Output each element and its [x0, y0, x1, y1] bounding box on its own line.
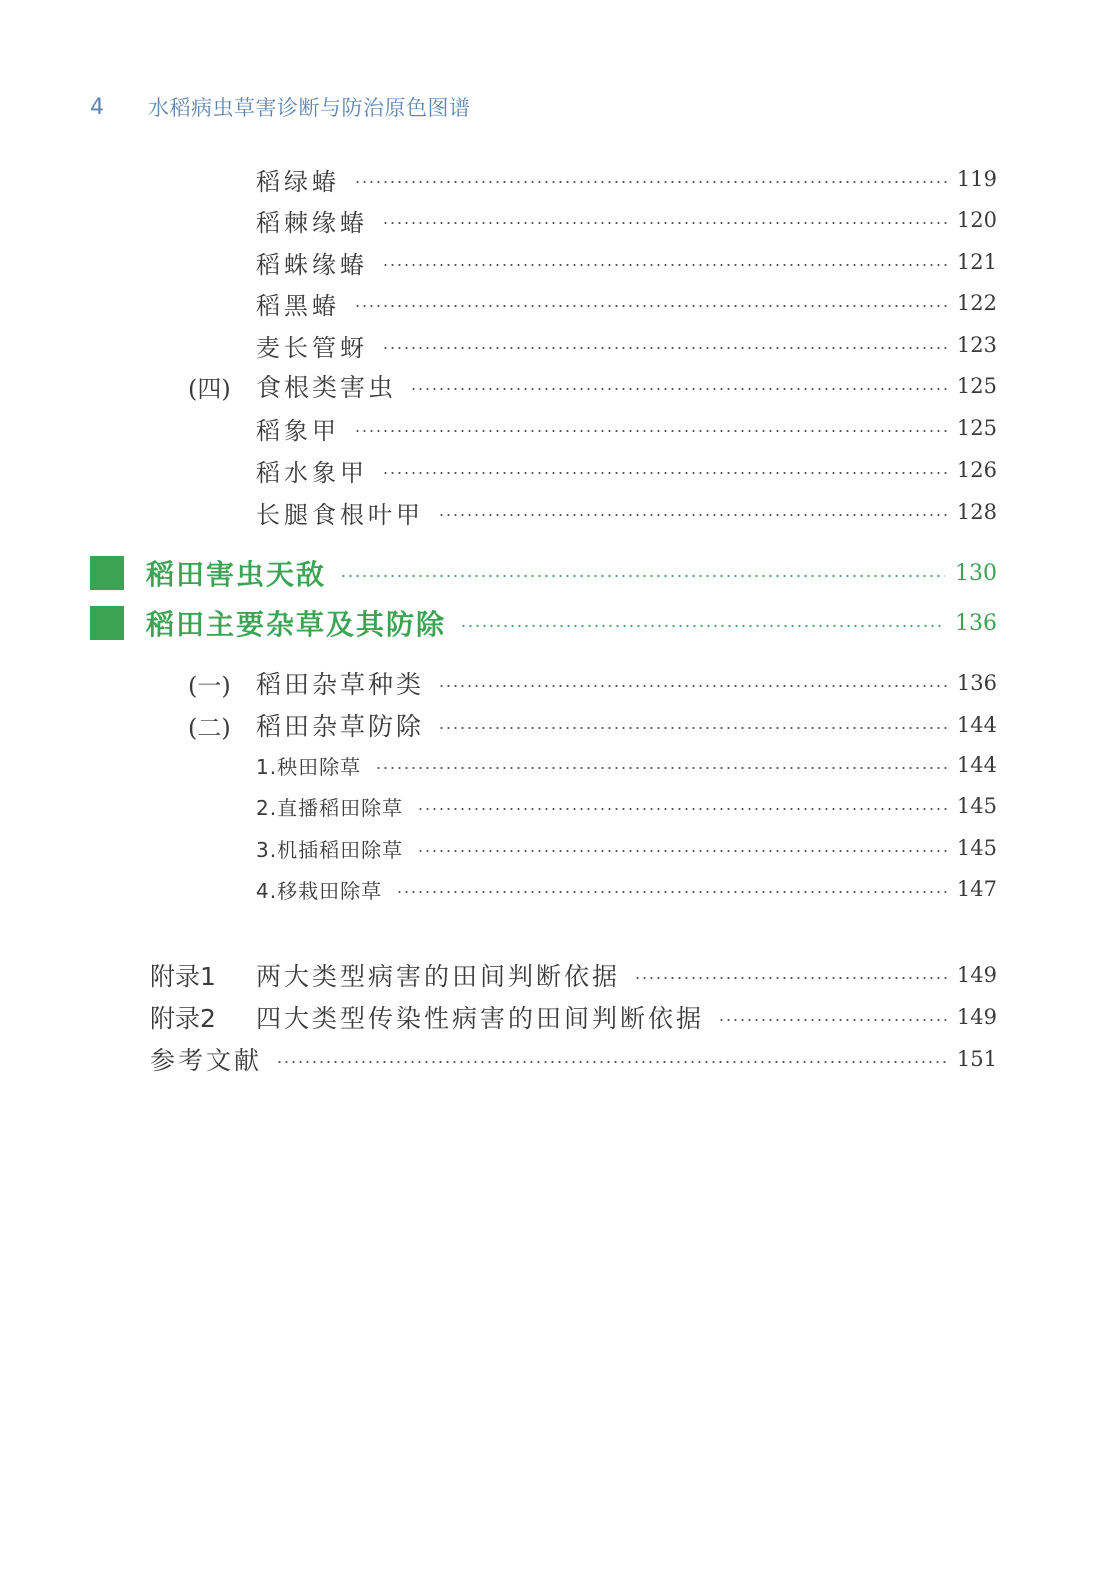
toc-entry[interactable]	[256, 286, 997, 320]
toc-section[interactable]	[188, 666, 997, 700]
toc-section-page: 136	[956, 671, 997, 695]
toc-chapter[interactable]	[90, 556, 997, 590]
toc-appendix[interactable]	[150, 958, 997, 992]
toc-entry-title: 长腿食根叶甲	[256, 500, 424, 529]
toc-entry-page: 120	[956, 208, 997, 232]
toc-entry[interactable]	[256, 411, 997, 445]
toc-subentry-title: 3.机插稻田除草	[256, 837, 404, 862]
toc-section-number: (一)	[188, 671, 231, 700]
toc-section-page: 144	[956, 713, 997, 737]
dot-leader	[438, 727, 947, 729]
dot-leader	[382, 264, 947, 266]
toc-section-number: (四)	[188, 374, 231, 403]
toc-entry-title: 麦长管蚜	[256, 333, 368, 362]
toc-appendix-page: 149	[956, 963, 997, 987]
toc-appendix-title: 两大类型病害的田间判断依据	[256, 962, 621, 991]
toc-entry-page: 119	[956, 167, 997, 191]
toc-subentry-title: 1.秧田除草	[256, 754, 362, 779]
toc-entry-title: 稻棘缘蝽	[256, 208, 368, 237]
toc-section-number: (二)	[188, 713, 231, 742]
toc-subentry-page: 145	[956, 836, 997, 860]
toc-section[interactable]	[188, 708, 997, 742]
dot-leader	[276, 1061, 947, 1063]
toc-appendix-title: 四大类型传染性病害的田间判断依据	[256, 1004, 705, 1033]
toc-entry-title: 稻水象甲	[256, 458, 368, 487]
toc-entry-title: 稻绿蝽	[256, 167, 340, 196]
dot-leader	[438, 685, 947, 687]
dot-leader	[417, 850, 947, 852]
toc-subentry-page: 145	[956, 794, 997, 818]
book-title: 水稻病虫草害诊断与防治原色图谱	[148, 96, 471, 120]
chapter-marker-square	[90, 606, 124, 640]
toc-section-page: 125	[956, 374, 997, 398]
toc-subentry[interactable]	[256, 831, 997, 865]
dot-leader	[634, 977, 947, 979]
toc-appendix-number: 附录1	[150, 962, 216, 991]
page-number: 4	[90, 94, 104, 120]
dot-leader	[375, 767, 947, 769]
toc-chapter[interactable]	[90, 606, 997, 640]
toc-chapter-page: 130	[955, 560, 997, 586]
toc-references-page: 151	[956, 1047, 997, 1071]
toc-references-title: 参考文献	[150, 1046, 263, 1075]
toc-section[interactable]	[188, 369, 997, 403]
toc-entry[interactable]	[256, 328, 997, 362]
dot-leader	[354, 181, 947, 183]
toc-entry-page: 128	[956, 500, 997, 524]
toc-appendix[interactable]	[150, 1000, 997, 1034]
dot-leader	[438, 514, 947, 516]
toc-entry[interactable]	[256, 495, 997, 529]
dot-leader	[382, 222, 947, 224]
toc-entry-page: 121	[956, 250, 997, 274]
dot-leader	[417, 808, 947, 810]
toc-entry[interactable]	[256, 245, 997, 279]
dot-leader	[354, 305, 947, 307]
toc-subentry-page: 147	[956, 877, 997, 901]
toc-appendix-number: 附录2	[150, 1004, 216, 1033]
toc-subentry[interactable]	[256, 748, 997, 782]
toc-section-title: 稻田杂草防除	[256, 712, 425, 741]
toc-entry-page: 126	[956, 458, 997, 482]
toc-chapter-title: 稻田害虫天敌	[146, 558, 327, 591]
toc-subentry-title: 2.直播稻田除草	[256, 795, 404, 820]
dot-leader	[354, 430, 947, 432]
toc-entry[interactable]	[256, 453, 997, 487]
toc-entry-title: 稻黑蝽	[256, 291, 340, 320]
chapter-marker-square	[90, 556, 124, 590]
toc-subentry-title: 4.移栽田除草	[256, 878, 383, 903]
toc-section-title: 食根类害虫	[256, 373, 397, 402]
toc-entry[interactable]	[256, 203, 997, 237]
dot-leader	[460, 625, 945, 627]
toc-appendix-page: 149	[956, 1005, 997, 1029]
toc-section-title: 稻田杂草种类	[256, 670, 425, 699]
toc-entry-title: 稻象甲	[256, 416, 340, 445]
toc-subentry-page: 144	[956, 753, 997, 777]
dot-leader	[340, 575, 945, 577]
toc-chapter-page: 136	[955, 610, 997, 636]
toc-entry-page: 123	[956, 333, 997, 357]
dot-leader	[396, 891, 947, 893]
dot-leader	[410, 388, 947, 390]
dot-leader	[382, 347, 947, 349]
toc-entry-page: 125	[956, 416, 997, 440]
dot-leader	[718, 1019, 947, 1021]
toc-entry-page: 122	[956, 291, 997, 315]
dot-leader	[382, 472, 947, 474]
toc-subentry[interactable]	[256, 789, 997, 823]
toc-subentry[interactable]	[256, 872, 997, 906]
toc-chapter-title: 稻田主要杂草及其防除	[146, 608, 447, 641]
toc-references[interactable]	[150, 1042, 997, 1076]
toc-entry-title: 稻蛛缘蝽	[256, 250, 368, 279]
toc-entry[interactable]	[256, 162, 997, 196]
